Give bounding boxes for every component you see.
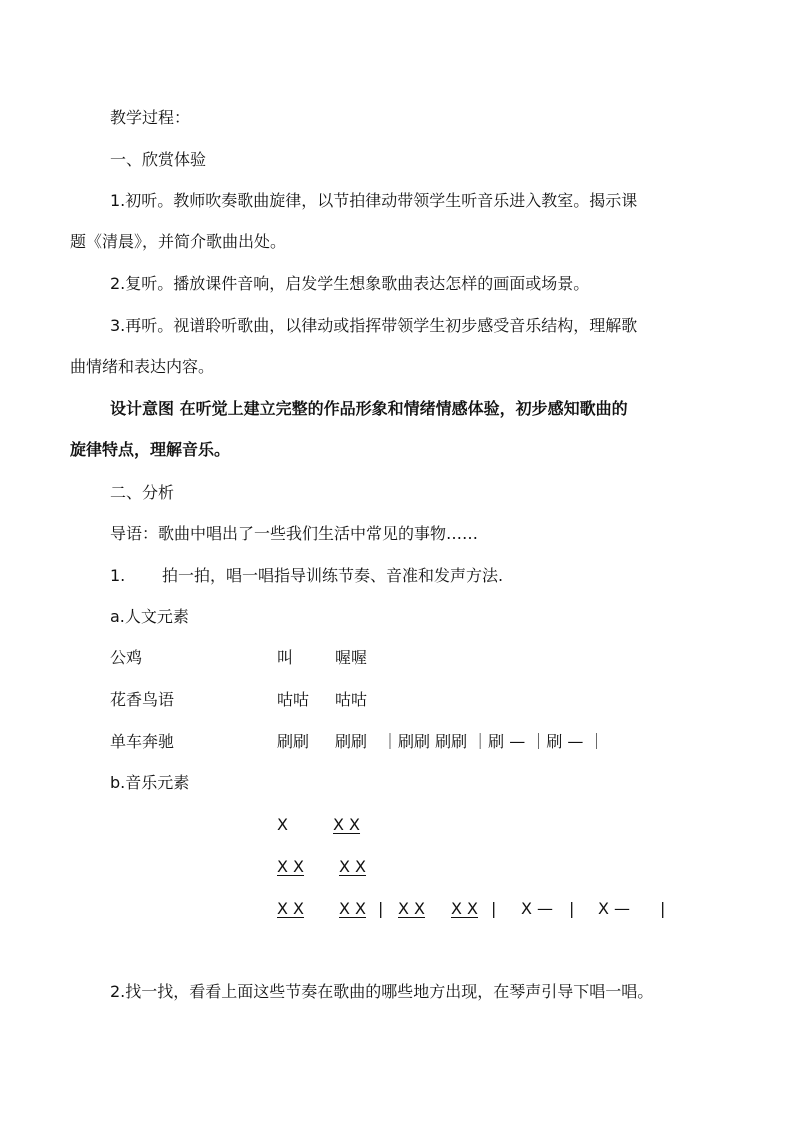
bar-line: | bbox=[569, 899, 575, 918]
rhythm-note: X X bbox=[277, 857, 305, 876]
item1-text: 拍一拍，唱一唱指导训练节奏、音准和发声方法. bbox=[162, 566, 504, 585]
humanities-title: a.人文元素 bbox=[110, 607, 189, 626]
row-cell: 喔喔 bbox=[335, 648, 368, 667]
rhythm-note: X X bbox=[339, 857, 367, 876]
row-cell: 叫 bbox=[277, 648, 294, 667]
rhythm-note: X X bbox=[398, 899, 426, 918]
row-label: 花香鸟语 bbox=[110, 690, 175, 709]
rhythm-note: X X bbox=[451, 899, 479, 918]
row-cell: 咕咕 bbox=[335, 690, 368, 709]
item1-line1: 1.初听。教师吹奏歌曲旋律，以节拍律动带领学生听音乐进入教室。揭示课 bbox=[110, 191, 638, 210]
bar-line: | bbox=[491, 899, 497, 918]
item1-number: 1. bbox=[110, 566, 126, 585]
heading: 教学过程： bbox=[110, 108, 191, 127]
bar-line: | bbox=[378, 899, 384, 918]
item1-line2: 题《清晨》，并简介歌曲出处。 bbox=[70, 232, 287, 251]
music-elements-title: b.音乐元素 bbox=[110, 773, 190, 792]
row-label: 单车奔驰 bbox=[110, 732, 175, 751]
rhythm-note: X X bbox=[333, 815, 361, 834]
row-cell: 刷刷 bbox=[277, 732, 310, 751]
item3-line2: 曲情绪和表达内容。 bbox=[70, 357, 215, 376]
intro-text: 导语：歌曲中唱出了一些我们生活中常见的事物…… bbox=[110, 524, 479, 543]
rhythm-note: X — bbox=[598, 899, 631, 918]
row-label: 公鸡 bbox=[110, 648, 143, 667]
bar-line: | bbox=[660, 899, 666, 918]
item3-line1: 3.再听。视谱聆听歌曲，以律动或指挥带领学生初步感受音乐结构，理解歌 bbox=[110, 316, 638, 335]
section1-title: 一、欣赏体验 bbox=[110, 150, 207, 169]
rhythm-note: X bbox=[277, 815, 288, 834]
item2: 2.复听。播放课件音响，启发学生想象歌曲表达怎样的画面或场景。 bbox=[110, 274, 590, 293]
row-cell: 刷刷 bbox=[335, 732, 368, 751]
rhythm-note: X X bbox=[339, 899, 367, 918]
item2-find: 2.找一找，看看上面这些节奏在歌曲的哪些地方出现，在琴声引导下唱一唱。 bbox=[110, 982, 654, 1001]
rhythm-note: X — bbox=[521, 899, 554, 918]
design-intent-line2: 旋律特点，理解音乐。 bbox=[70, 440, 231, 459]
section2-title: 二、分析 bbox=[110, 483, 175, 502]
row-cell: 咕咕 bbox=[277, 690, 310, 709]
design-intent-line1: 设计意图 在听觉上建立完整的作品形象和情绪情感体验，初步感知歌曲的 bbox=[110, 399, 628, 418]
row-cell: ｜刷刷 刷刷 ｜刷 — ｜刷 — ｜ bbox=[382, 732, 605, 751]
rhythm-note: X X bbox=[277, 899, 305, 918]
